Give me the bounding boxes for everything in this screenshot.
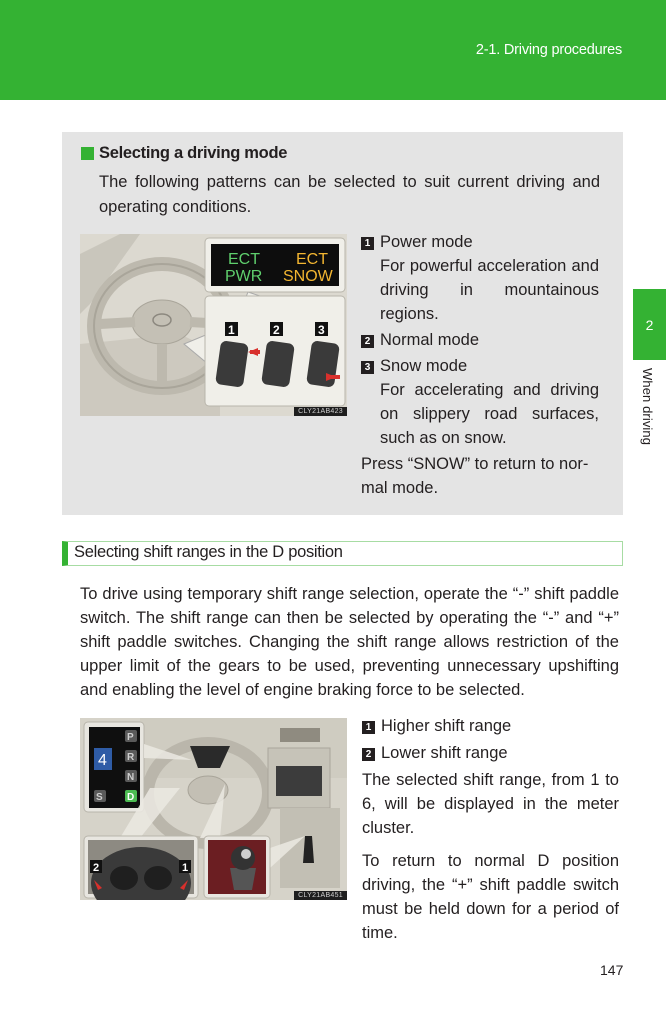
mode-title: Snow mode	[380, 357, 468, 375]
display-snow: SNOW	[283, 268, 333, 285]
gear-letter-r: R	[127, 752, 135, 763]
callout-1: 1	[228, 323, 235, 337]
callout-2: 2	[273, 323, 280, 337]
mode-item-power	[361, 230, 599, 326]
box-heading-text: Selecting a driving mode	[99, 144, 288, 162]
gear-letter-s: S	[96, 792, 103, 803]
callout-1: 1	[182, 862, 189, 874]
header-band	[0, 0, 666, 100]
driving-mode-svg	[80, 234, 347, 416]
box-heading	[81, 144, 287, 163]
section-title: 2-1. Driving procedures	[475, 42, 622, 58]
display-note: The selected shift range, from 1 to 6, will be displayed in the meter cluster.	[362, 771, 619, 837]
gear-letter-n: N	[127, 772, 135, 783]
shift-item-lower	[362, 741, 619, 765]
number-badge-2: 2	[361, 335, 374, 348]
shift-range-svg	[80, 718, 347, 900]
figure-code: CLY21AB423	[294, 407, 347, 416]
driving-mode-box	[62, 132, 623, 515]
figure-code: CLY21AB451	[294, 891, 347, 900]
mode-item-snow	[361, 354, 599, 450]
page-number: 147	[600, 962, 624, 978]
return-note: To return to normal D position driving, the “+” shift paddle switch must be held down for a period of time.	[362, 852, 619, 942]
gear-letter-p: P	[127, 732, 134, 743]
number-badge-2: 2	[362, 748, 375, 761]
mode-description: For accelerating and driving on slippery road surfaces, such as on snow.	[380, 381, 599, 447]
section-paragraph: To drive using temporary shift range selection, operate the “-” shift paddle switch. The shift range can then be selected by operating the “-” and “+” shift paddle switches. Changing the shift range allows restriction of the upper limit of the gears to be used, preventing unnecessary upshifting and enabling the level of engine braking force to be selected.	[80, 585, 619, 699]
shift-item-label: Higher shift range	[381, 717, 512, 735]
snow-return-note: Press “SNOW” to return to nor-mal mode.	[361, 455, 589, 497]
callout-2: 2	[93, 862, 100, 874]
display-ect-right: ECT	[296, 251, 328, 268]
chapter-label: When driving	[640, 368, 655, 446]
square-bullet-icon	[81, 147, 94, 160]
section-heading: Selecting shift ranges in the D position	[62, 541, 623, 566]
mode-title: Normal mode	[380, 331, 480, 349]
box-intro: The following patterns can be selected to suit current driving and operating conditions.	[99, 173, 600, 216]
chapter-tab[interactable]	[633, 289, 666, 360]
display-ect-left: ECT	[228, 251, 260, 268]
number-badge-1: 1	[362, 721, 375, 734]
shift-item-higher	[362, 714, 619, 738]
shift-item-label: Lower shift range	[381, 744, 508, 762]
mode-list	[361, 230, 599, 500]
mode-description: For powerful acceleration and driving in mountainous regions.	[380, 257, 599, 323]
gear-letter-d: D	[127, 792, 135, 803]
mode-item-normal	[361, 328, 599, 352]
display-pwr: PWR	[225, 268, 263, 285]
number-badge-3: 3	[361, 361, 374, 374]
chapter-number: 2	[645, 316, 654, 333]
callout-3: 3	[318, 323, 325, 337]
shift-range-illustration	[80, 718, 347, 900]
mode-title: Power mode	[380, 233, 473, 251]
gear-display-number: 4	[98, 752, 107, 769]
driving-mode-illustration	[80, 234, 347, 416]
shift-range-list	[362, 714, 619, 945]
number-badge-1: 1	[361, 237, 374, 250]
